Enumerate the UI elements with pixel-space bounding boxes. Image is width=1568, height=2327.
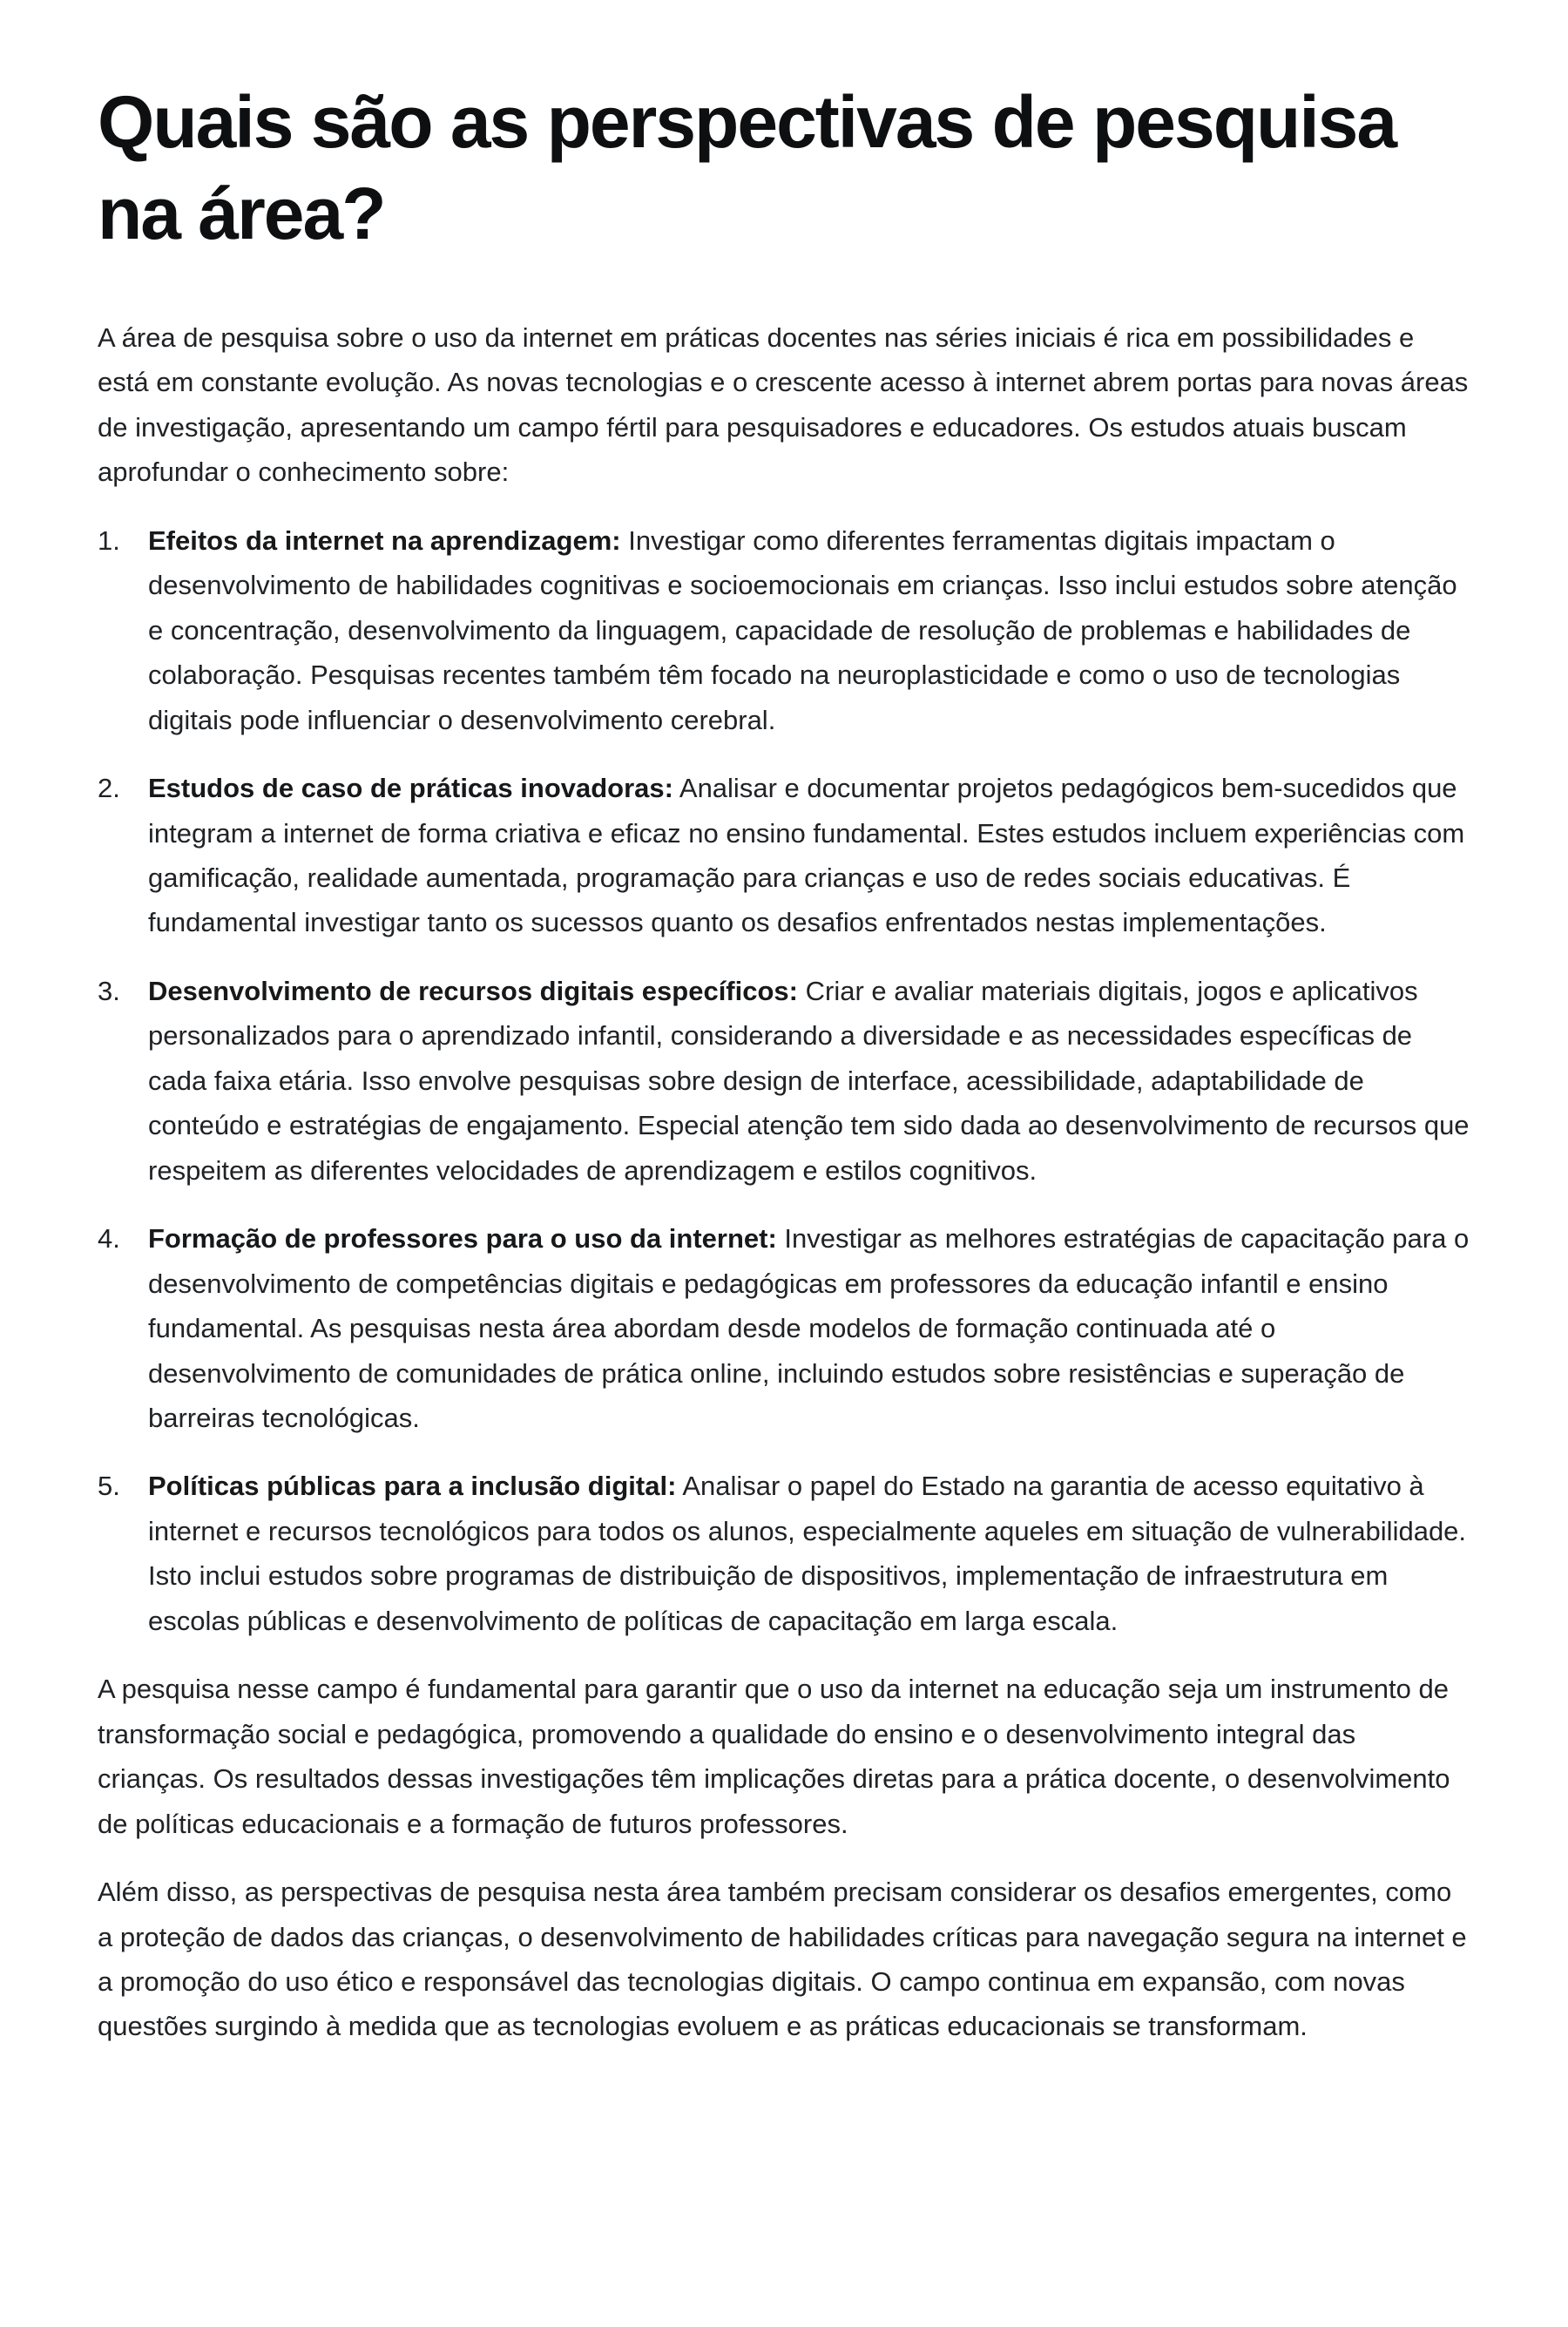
list-item-number: 2. [98,773,120,804]
closing-paragraph-1: A pesquisa nesse campo é fundamental para garantir que o uso da internet na educação seja um instrumento de transformação social e pedagógica, promovendo a qualidade do ensino e o desenvolvimento integral das crianças. Os resultados dessas investigações têm implicações diretas para a prática docente, o desenvolvimento de políticas educacionais e a formação de futuros professores. [98,1674,1450,1839]
list-item-number: 4. [98,1223,120,1255]
list-item-lead: Políticas públicas para a inclusão digital: [148,1471,677,1502]
list-item [98,518,1470,742]
list-item [98,969,1470,1193]
list-item [98,1464,1470,1643]
list-item-text: Analisar o papel do Estado na garantia de acesso equitativo à internet e recursos tecnológicos para todos os alunos, especialmente aqueles em situação de vulnerabilidade. Isto inclui estudos sobre programas de distribuição de dispositivos, implementação de infraestrutura em escolas públicas e desenvolvimento de políticas de capacitação em larga escala. [148,1471,1467,1636]
list-item-body [148,1464,1470,1643]
list-item-number: 5. [98,1471,120,1502]
list-item-lead: Efeitos da internet na aprendizagem: [148,524,621,556]
list-item [98,1216,1470,1440]
list-item-number: 3. [98,975,120,1006]
list-item-lead: Estudos de caso de práticas inovadoras: [148,773,673,804]
list-item-body [148,1216,1470,1440]
closing-paragraph-2: Além disso, as perspectivas de pesquisa nesta área também precisam considerar os desafios emergentes, como a proteção de dados das crianças, o desenvolvimento de habilidades críticas para navegação segura na internet e a promoção do uso ético e responsável das tecnologias digitais. O campo continua em expansão, com novas questões surgindo à medida que as tecnologias evoluem e as práticas educacionais se transformam. [98,1877,1467,2042]
list-item-text: Investigar como diferentes ferramentas digitais impactam o desenvolvimento de habilidades cognitivas e socioemocionais em crianças. Isso inclui estudos sobre atenção e concentração, desenvolvimento da linguagem, capacidade de resolução de problemas e habilidades de colaboração. Pesquisas recentes também têm focado na neuroplasticidade e como o uso de tecnologias digitais pode influenciar o desenvolvimento cerebral. [148,524,1457,735]
list-item-lead: Desenvolvimento de recursos digitais específicos: [148,975,798,1006]
list-item-text: Investigar as melhores estratégias de capacitação para o desenvolvimento de competências digitais e pedagógicas em professores da educação infantil e ensino fundamental. As pesquisas nesta área abordam desde modelos de formação continuada até o desenvolvimento de comunidades de prática online, incluindo estudos sobre resistências e superação de barreiras tecnológicas. [148,1223,1470,1433]
list-item [98,766,1470,945]
list-item-body [148,518,1470,742]
list-item-lead: Formação de professores para o uso da internet: [148,1223,777,1255]
intro-paragraph: A área de pesquisa sobre o uso da internet em práticas docentes nas séries iniciais é rica em possibilidades e está em constante evolução. As novas tecnologias e o crescente acesso à internet abrem portas para novas áreas de investigação, apresentando um campo fértil para pesquisadores e educadores. Os estudos atuais buscam aprofundar o conhecimento sobre: [98,322,1469,488]
research-topics-list [98,518,1470,1643]
page-title: Quais são as perspectivas de pesquisa na área? [98,81,1396,254]
list-item-text: Analisar e documentar projetos pedagógicos bem-sucedidos que integram a internet de forma criativa e eficaz no ensino fundamental. Estes estudos incluem experiências com gamificação, realidade aumentada, programação para crianças e uso de redes sociais educativas. É fundamental investigar tanto os sucessos quanto os desafios enfrentados nestas implementações. [148,773,1465,938]
list-item-body [148,766,1470,945]
list-item-number: 1. [98,524,120,556]
list-item-text: Criar e avaliar materiais digitais, jogos e aplicativos personalizados para o aprendizado infantil, considerando a diversidade e as necessidades específicas de cada faixa etária. Isso envolve pesquisas sobre design de interface, acessibilidade, adaptabilidade de conteúdo e estratégias de engajamento. Especial atenção tem sido dada ao desenvolvimento de recursos que respeitem as diferentes velocidades de aprendizagem e estilos cognitivos. [148,975,1470,1186]
list-item-body [148,969,1470,1193]
